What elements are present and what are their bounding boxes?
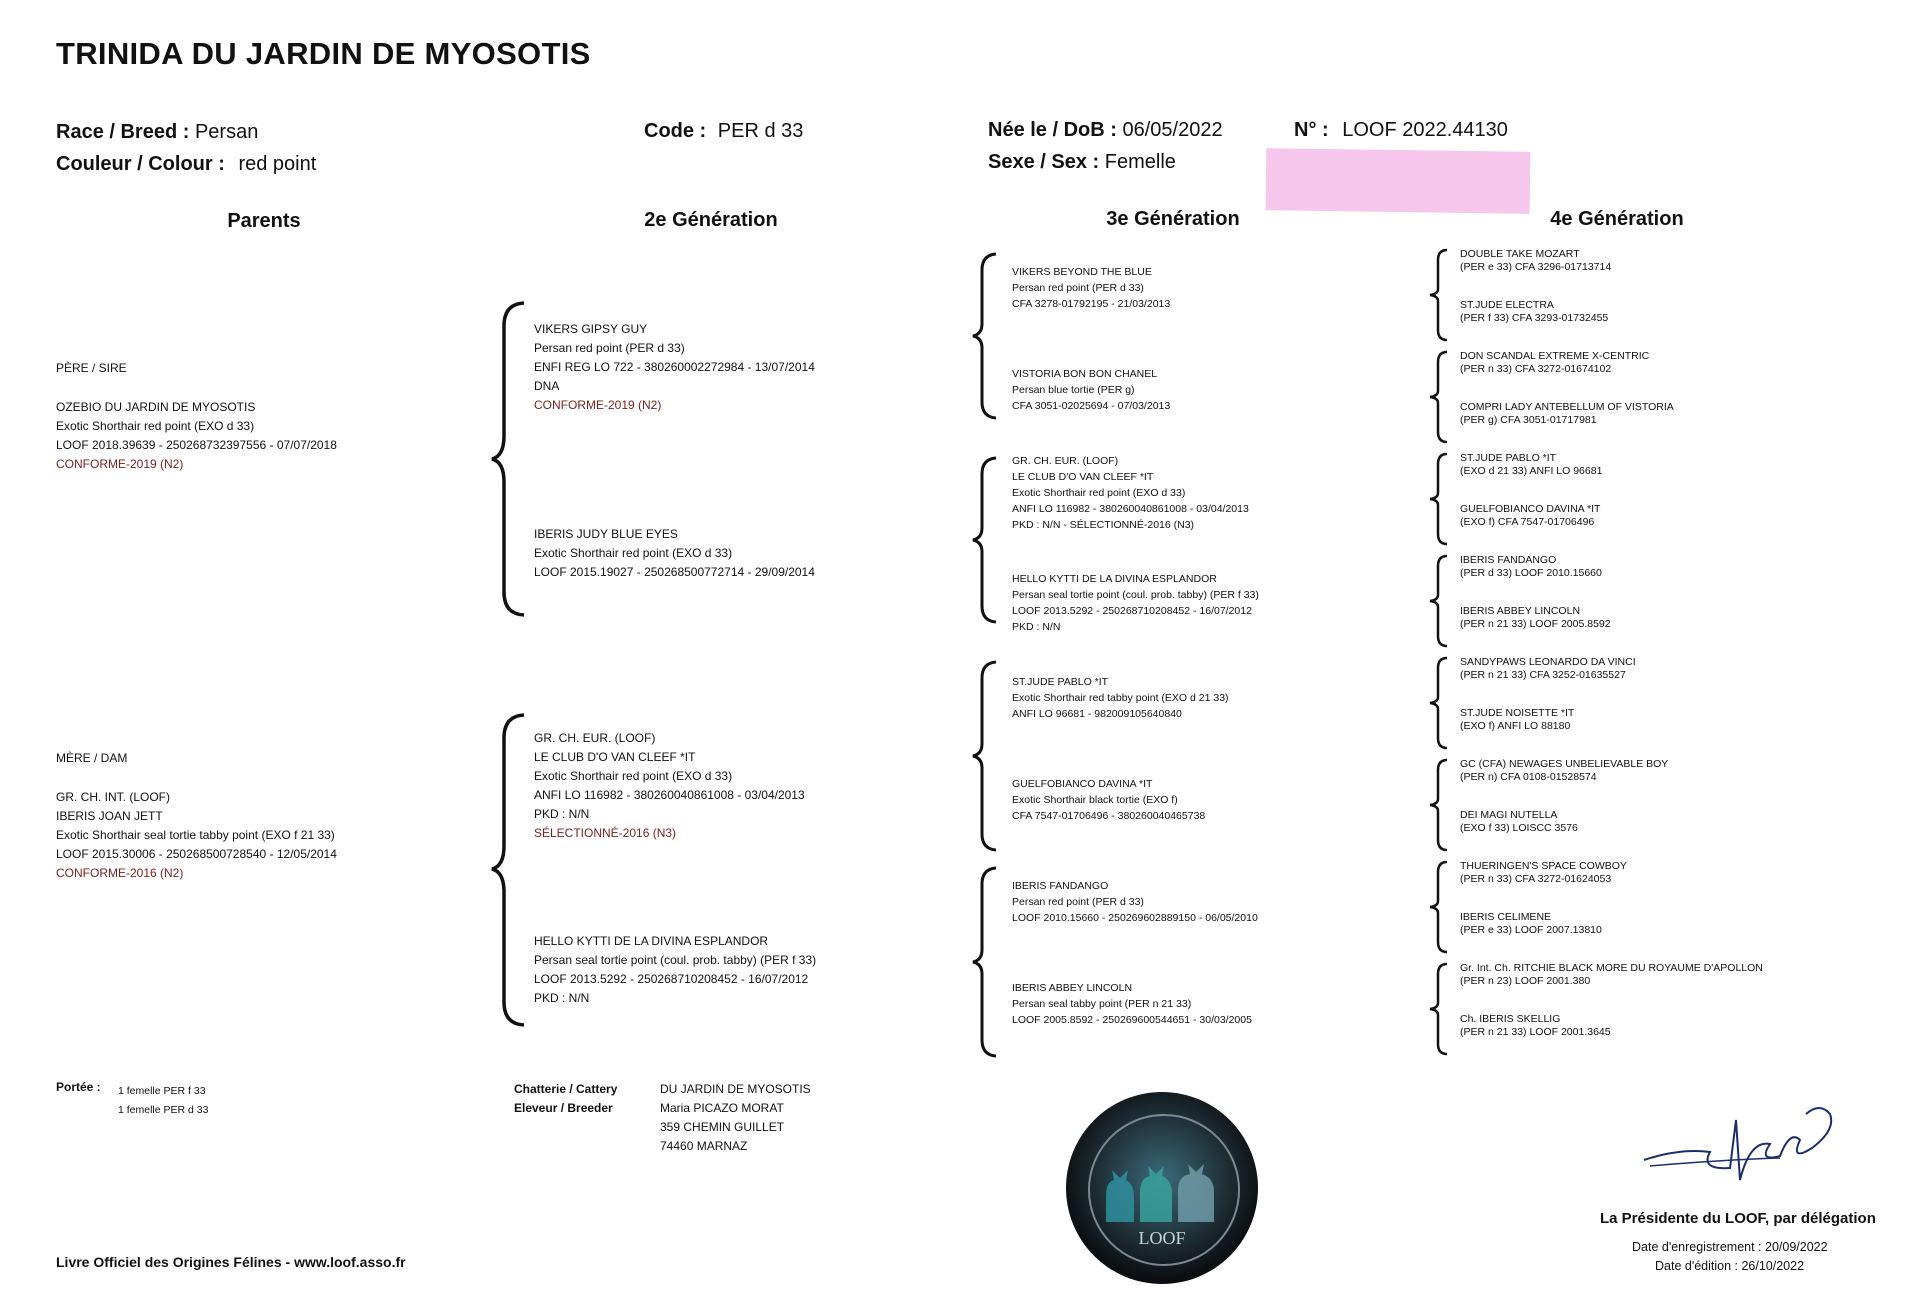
- entry-detail: (PER n 33) CFA 3272-01674102: [1460, 363, 1612, 375]
- dam-label: MÈRE / DAM: [56, 751, 128, 765]
- number-row: [1294, 119, 1508, 142]
- entry-line: IBERIS JOAN JETT: [56, 809, 163, 823]
- bracket-gen4-2: [1428, 350, 1450, 444]
- litter-line: 1 femelle PER f 33: [118, 1085, 206, 1097]
- pink-highlight: [1266, 148, 1531, 214]
- bracket-dam: [488, 712, 528, 1028]
- entry-line: Exotic Shorthair black tortie (EXO f): [1012, 794, 1178, 806]
- cattery-line: 74460 MARNAZ: [660, 1139, 748, 1153]
- gen4-entry-7: [1460, 554, 1602, 580]
- entry-line: IBERIS ABBEY LINCOLN: [1012, 982, 1133, 994]
- gen3-entry-7: [1012, 878, 1258, 926]
- col-gen3: 3e Génération: [1106, 208, 1240, 230]
- entry-line: Persan red point (PER d 33): [534, 341, 685, 355]
- entry-line: Exotic Shorthair red point (EXO d 33): [534, 769, 733, 783]
- entry-line: GUELFOBIANCO DAVINA *IT: [1012, 778, 1153, 790]
- gen4-entry-5: [1460, 452, 1602, 478]
- entry-detail: (EXO f 33) LOISCC 3576: [1460, 822, 1578, 834]
- sire-label: PÈRE / SIRE: [56, 361, 127, 375]
- entry-line: CFA 3051-02025694 - 07/03/2013: [1012, 400, 1171, 412]
- cat-silhouettes-icon: [1100, 1162, 1224, 1222]
- entry-line: CFA 3278-01792195 - 21/03/2013: [1012, 298, 1171, 310]
- breed-label: Race / Breed :: [56, 121, 190, 143]
- gen4-entry-15: [1460, 962, 1763, 988]
- entry-name: ST.JUDE PABLO *IT: [1460, 452, 1557, 464]
- entry-line: HELLO KYTTI DE LA DIVINA ESPLANDOR: [534, 934, 769, 948]
- litter-lines: [118, 1082, 208, 1120]
- entry-line: LOOF 2015.30006 - 250268500728540 - 12/05/2014: [56, 847, 337, 861]
- colour-value: red point: [238, 153, 317, 175]
- number-label: N° :: [1294, 119, 1329, 141]
- bracket-gen4-7: [1428, 860, 1450, 954]
- entry-line: Exotic Shorthair red point (EXO d 33): [56, 419, 255, 433]
- entry-status: CONFORME-2019 (N2): [56, 457, 184, 471]
- entry-line: VIKERS GIPSY GUY: [534, 322, 648, 336]
- entry-line: ANFI LO 96681 - 982009105640840: [1012, 708, 1182, 720]
- entry-status: CONFORME-2016 (N2): [56, 866, 184, 880]
- dob-value: 06/05/2022: [1122, 119, 1223, 141]
- gen3-entry-6: [1012, 776, 1205, 824]
- sex-row: [988, 151, 1176, 174]
- entry-detail: (PER d 33) LOOF 2010.15660: [1460, 567, 1602, 579]
- entry-line: VISTORIA BON BON CHANEL: [1012, 368, 1158, 380]
- entry-line: OZEBIO DU JARDIN DE MYOSOTIS: [56, 400, 256, 414]
- entry-line: Exotic Shorthair red point (EXO d 33): [1012, 487, 1186, 499]
- loof-seal: [1066, 1092, 1258, 1284]
- entry-line: GR. CH. EUR. (LOOF): [534, 731, 656, 745]
- gen3-entry-8: [1012, 980, 1252, 1028]
- entry-line: Persan red point (PER d 33): [1012, 896, 1144, 908]
- cattery-labels: [514, 1080, 617, 1118]
- bracket-sire: [488, 300, 528, 620]
- gen2-entry-4: [534, 932, 816, 1008]
- gen3-entry-2: [1012, 366, 1170, 414]
- gen4-entry-9: [1460, 656, 1636, 682]
- entry-line: GR. CH. EUR. (LOOF): [1012, 455, 1119, 467]
- gen2-entry-3: [534, 729, 805, 843]
- gen3-entry-3: [1012, 453, 1249, 533]
- litter-line: 1 femelle PER d 33: [118, 1104, 209, 1116]
- entry-name: Ch. IBERIS SKELLIG: [1460, 1013, 1561, 1025]
- entry-detail: (EXO f) CFA 7547-01706496: [1460, 516, 1595, 528]
- entry-line: PKD : N/N - SÉLECTIONNÉ-2016 (N3): [1012, 519, 1195, 531]
- gen4-entry-2: [1460, 299, 1608, 325]
- gen4-entry-4: [1460, 401, 1674, 427]
- entry-line: Exotic Shorthair seal tortie tabby point (EXO f 21 33): [56, 828, 335, 842]
- entry-line: PKD : N/N: [534, 807, 590, 821]
- entry-name: DEI MAGI NUTELLA: [1460, 809, 1558, 821]
- gen2-entry-1: [534, 320, 815, 415]
- gen4-entry-16: [1460, 1013, 1611, 1039]
- dam-entry: [56, 788, 337, 883]
- entry-detail: (PER n 23) LOOF 2001.380: [1460, 975, 1591, 987]
- breeder-label: Eleveur / Breeder: [514, 1101, 613, 1115]
- entry-status: SÉLECTIONNÉ-2016 (N3): [534, 826, 677, 840]
- gen4-entry-14: [1460, 911, 1602, 937]
- entry-name: GUELFOBIANCO DAVINA *IT: [1460, 503, 1601, 515]
- entry-detail: (PER e 33) CFA 3296-01713714: [1460, 261, 1612, 273]
- entry-line: LOOF 2010.15660 - 250269602889150 - 06/05/2010: [1012, 912, 1258, 924]
- signature-icon: [1640, 1100, 1860, 1190]
- gen3-entry-4: [1012, 571, 1259, 635]
- registration-date: Date d'enregistrement : 20/09/2022: [1632, 1240, 1828, 1254]
- seal-text: LOOF: [1138, 1228, 1186, 1248]
- dob-label: Née le / DoB :: [988, 119, 1117, 141]
- gen3-entry-1: [1012, 264, 1170, 312]
- sex-label: Sexe / Sex :: [988, 151, 1100, 173]
- gen4-entry-6: [1460, 503, 1600, 529]
- entry-line: DNA: [534, 379, 560, 393]
- entry-line: PKD : N/N: [1012, 621, 1061, 633]
- entry-name: IBERIS ABBEY LINCOLN: [1460, 605, 1581, 617]
- bracket-gen3-1: [970, 252, 1000, 420]
- entry-name: ST.JUDE NOISETTE *IT: [1460, 707, 1575, 719]
- gen3-entry-5: [1012, 674, 1229, 722]
- entry-line: LOOF 2013.5292 - 250268710208452 - 16/07/2012: [534, 972, 809, 986]
- entry-line: ANFI LO 116982 - 380260040861008 - 03/04/2013: [534, 788, 805, 802]
- entry-line: ENFI REG LO 722 - 380260002272984 - 13/07/2014: [534, 360, 815, 374]
- entry-line: IBERIS JUDY BLUE EYES: [534, 527, 678, 541]
- sex-value: Femelle: [1104, 151, 1176, 173]
- entry-line: Exotic Shorthair red point (EXO d 33): [534, 546, 733, 560]
- entry-line: CFA 7547-01706496 - 380260040465738: [1012, 810, 1206, 822]
- entry-name: COMPRI LADY ANTEBELLUM OF VISTORIA: [1460, 401, 1674, 413]
- bracket-gen4-6: [1428, 758, 1450, 852]
- entry-detail: (PER f 33) CFA 3293-01732455: [1460, 312, 1609, 324]
- entry-detail: (PER n) CFA 0108-01528574: [1460, 771, 1597, 783]
- gen4-entry-3: [1460, 350, 1649, 376]
- cattery-line: DU JARDIN DE MYOSOTIS: [660, 1082, 811, 1096]
- entry-line: GR. CH. INT. (LOOF): [56, 790, 170, 804]
- edition-date: Date d'édition : 26/10/2022: [1655, 1259, 1805, 1273]
- bracket-gen3-3: [970, 660, 1000, 852]
- entry-name: IBERIS CELIMENE: [1460, 911, 1552, 923]
- entry-line: IBERIS FANDANGO: [1012, 880, 1109, 892]
- gen4-entry-1: [1460, 248, 1611, 274]
- bracket-gen4-5: [1428, 656, 1450, 750]
- entry-line: Persan seal tortie point (coul. prob. tabby) (PER f 33): [534, 953, 817, 967]
- entry-name: GC (CFA) NEWAGES UNBELIEVABLE BOY: [1460, 758, 1669, 770]
- entry-line: LE CLUB D'O VAN CLEEF *IT: [534, 750, 696, 764]
- entry-status: CONFORME-2019 (N2): [534, 398, 662, 412]
- bracket-gen4-8: [1428, 962, 1450, 1056]
- entry-detail: (PER n 21 33) CFA 3252-01635527: [1460, 669, 1626, 681]
- bracket-gen4-4: [1428, 554, 1450, 648]
- entry-line: LOOF 2015.19027 - 250268500772714 - 29/09/2014: [534, 565, 815, 579]
- entry-line: LOOF 2018.39639 - 250268732397556 - 07/07/2018: [56, 438, 337, 452]
- litter-label: Portée :: [56, 1080, 101, 1094]
- entry-detail: (EXO f) ANFI LO 88180: [1460, 720, 1571, 732]
- gen2-entry-2: [534, 525, 815, 582]
- cattery-line: 359 CHEMIN GUILLET: [660, 1120, 785, 1134]
- bracket-gen4-3: [1428, 452, 1450, 546]
- entry-detail: (PER n 21 33) LOOF 2001.3645: [1460, 1026, 1611, 1038]
- number-value: LOOF 2022.44130: [1342, 119, 1508, 141]
- colour-row: [56, 153, 316, 176]
- entry-line: HELLO KYTTI DE LA DIVINA ESPLANDOR: [1012, 573, 1217, 585]
- code-value: PER d 33: [717, 120, 804, 142]
- footer-site: Livre Officiel des Origines Félines - www.loof.asso.fr: [56, 1254, 406, 1270]
- entry-line: Persan seal tabby point (PER n 21 33): [1012, 998, 1192, 1010]
- sire-entry: [56, 398, 337, 474]
- col-gen4: 4e Génération: [1550, 208, 1684, 230]
- entry-detail: (PER n 33) CFA 3272-01624053: [1460, 873, 1612, 885]
- entry-line: LOOF 2013.5292 - 250268710208452 - 16/07/2012: [1012, 605, 1252, 617]
- entry-line: Persan blue tortie (PER g): [1012, 384, 1135, 396]
- entry-line: LE CLUB D'O VAN CLEEF *IT: [1012, 471, 1154, 483]
- breed-value: Persan: [194, 121, 259, 143]
- entry-name: SANDYPAWS LEONARDO DA VINCI: [1460, 656, 1636, 668]
- entry-detail: (PER e 33) LOOF 2007.13810: [1460, 924, 1602, 936]
- gen4-entry-8: [1460, 605, 1611, 631]
- colour-label: Couleur / Colour :: [56, 153, 225, 175]
- entry-detail: (PER g) CFA 3051-01717981: [1460, 414, 1597, 426]
- col-parents: Parents: [227, 210, 301, 232]
- bracket-gen3-4: [970, 866, 1000, 1058]
- cattery-info: [660, 1080, 811, 1156]
- document-title: TRINIDA DU JARDIN DE MYOSOTIS: [56, 36, 591, 71]
- entry-line: LOOF 2005.8592 - 250269600544651 - 30/03/2005: [1012, 1014, 1252, 1026]
- entry-name: THUERINGEN'S SPACE COWBOY: [1460, 860, 1627, 872]
- code-label: Code :: [644, 120, 707, 142]
- gen4-entry-13: [1460, 860, 1627, 886]
- bracket-gen3-2: [970, 456, 1000, 624]
- entry-line: VIKERS BEYOND THE BLUE: [1012, 266, 1152, 278]
- entry-line: Exotic Shorthair red tabby point (EXO d 21 33): [1012, 692, 1229, 704]
- footer-president: La Présidente du LOOF, par délégation: [1600, 1210, 1876, 1227]
- dob-row: [988, 119, 1223, 142]
- entry-line: Persan seal tortie point (coul. prob. tabby) (PER f 33): [1012, 589, 1259, 601]
- gen4-entry-12: [1460, 809, 1578, 835]
- entry-name: DON SCANDAL EXTREME X-CENTRIC: [1460, 350, 1650, 362]
- gen4-entry-10: [1460, 707, 1574, 733]
- entry-name: IBERIS FANDANGO: [1460, 554, 1557, 566]
- breed-row: [56, 121, 258, 144]
- col-gen2: 2e Génération: [644, 209, 778, 231]
- entry-line: ANFI LO 116982 - 380260040861008 - 03/04/2013: [1012, 503, 1249, 515]
- entry-line: Persan red point (PER d 33): [1012, 282, 1144, 294]
- bracket-gen4-1: [1428, 248, 1450, 342]
- entry-detail: (EXO d 21 33) ANFI LO 96681: [1460, 465, 1603, 477]
- entry-name: ST.JUDE ELECTRA: [1460, 299, 1554, 311]
- cattery-line: Maria PICAZO MORAT: [660, 1101, 784, 1115]
- entry-name: Gr. Int. Ch. RITCHIE BLACK MORE DU ROYAUME D'APOLLON: [1460, 962, 1763, 974]
- entry-name: DOUBLE TAKE MOZART: [1460, 248, 1580, 260]
- entry-line: ST.JUDE PABLO *IT: [1012, 676, 1109, 688]
- entry-line: PKD : N/N: [534, 991, 590, 1005]
- gen4-entry-11: [1460, 758, 1668, 784]
- code-row: [644, 120, 803, 143]
- cattery-label: Chatterie / Cattery: [514, 1082, 618, 1096]
- entry-detail: (PER n 21 33) LOOF 2005.8592: [1460, 618, 1611, 630]
